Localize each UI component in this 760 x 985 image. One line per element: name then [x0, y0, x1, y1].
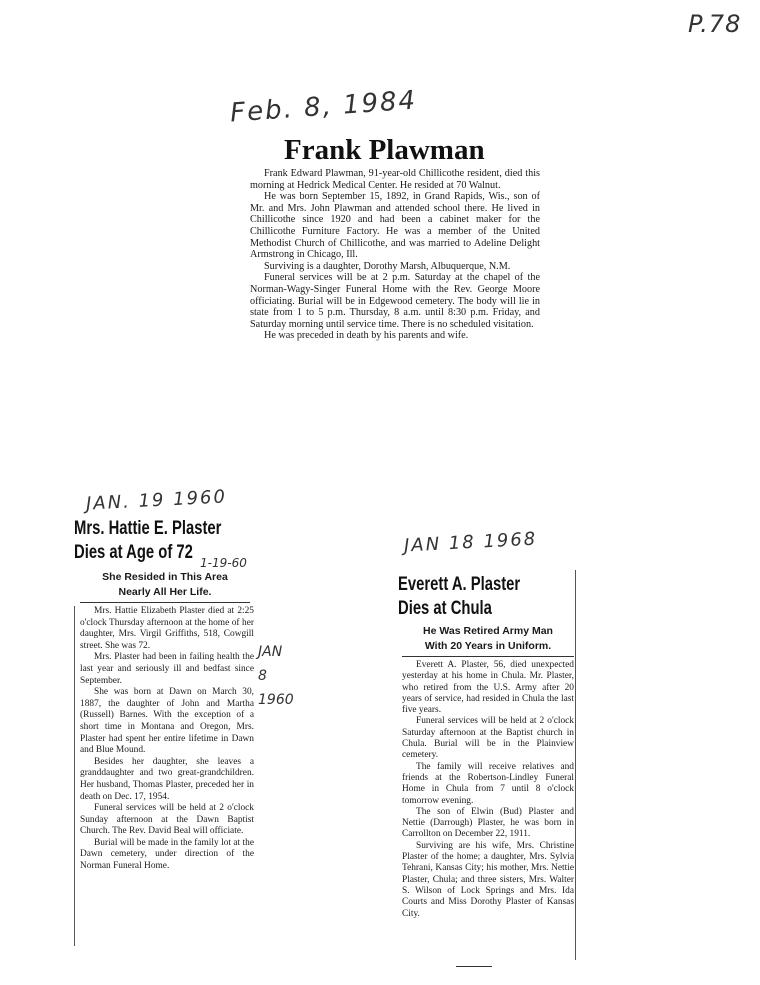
paragraph: Mrs. Hattie Elizabeth Plaster died at 2:25 o'clock Thursday afternoon at the home of her daughter, Mrs. Virgil Griffiths, 518, Cowgill street. She was 72.	[80, 606, 254, 651]
paragraph: Funeral services will be held at 2 o'clock Sunday afternoon at the Dawn Baptist Church. The Rev. David Beal will officiate.	[80, 803, 254, 837]
handwritten-side-date: 1-19-60	[200, 556, 247, 570]
obituary-body	[80, 606, 254, 873]
subhead-line-2: Nearly All Her Life.	[118, 586, 212, 598]
subhead-line-1: She Resided in This Area	[102, 571, 228, 583]
subhead	[402, 624, 574, 654]
subhead	[80, 570, 250, 600]
obituary-headline: Frank Plawman	[284, 134, 485, 166]
end-rule	[456, 966, 492, 967]
column-rule	[74, 606, 75, 946]
headline-line-1: Everett A. Plaster	[398, 574, 521, 595]
page-number: P.78	[688, 10, 742, 38]
handwritten-date: JAN. 19 1960	[85, 486, 228, 515]
paragraph: Mrs. Plaster had been in failing health the last year and seriously ill and bedfast since September.	[80, 652, 254, 686]
subhead-line-1: He Was Retired Army Man	[423, 625, 553, 637]
column-divider	[402, 656, 574, 657]
paragraph: She was born at Dawn on March 30, 1887, the daughter of John and Martha (Russell) Barnes. With the exception of a short time in Montana and Oregon, Mrs. Plaster had spent her entire lifetime in Dawn and Blue Mound.	[80, 687, 254, 756]
paragraph: Funeral services will be held at 2 o'clock Saturday afternoon at the Baptist church in Chula. Burial will be in the Plainview cemetery.	[402, 716, 574, 761]
obituary-body	[250, 168, 540, 342]
handwritten-date: JAN 18 1968	[403, 528, 538, 557]
column-rule	[575, 570, 576, 960]
paragraph: Besides her daughter, she leaves a granddaughter and two great-grandchildren. Her husband, Thomas Plaster, preceded her in death on Dec. 17, 1954.	[80, 756, 254, 802]
paragraph: He was born September 15, 1892, in Grand Rapids, Wis., son of Mr. and Mrs. John Plawman and attended school there. He lived in Chillicothe since 1920 and had been a cabinet maker for the Chillicothe Furniture Factory. He was a member of the United Methodist Church of Chillicothe, and was married to Adeline Delight Armstrong in Chicago, Ill.	[250, 191, 540, 261]
paragraph: Frank Edward Plawman, 91-year-old Chillicothe resident, died this morning at Hedrick Medical Center. He resided at 70 Walnut.	[250, 168, 540, 191]
paragraph: He was preceded in death by his parents and wife.	[264, 330, 469, 342]
handwritten-margin-note: JAN 8 1960	[258, 644, 294, 708]
handwritten-date: Feb. 8, 1984	[229, 85, 419, 129]
subhead-line-2: With 20 Years in Uniform.	[424, 640, 552, 652]
column-divider	[80, 602, 250, 603]
headline-line-2: Dies at Age of 72	[74, 542, 193, 563]
paragraph: Funeral services will be at 2 p.m. Saturday at the chapel of the Norman-Wagy-Singer Funeral Home with the Rev. George Moore officiating. Burial will be in Edgewood cemetery. The body will lie in state from 1 to 5 p.m. Thursday, 8 a.m. until 8:30 p.m. Friday, and Saturday morning until service time. There is no scheduled visitation.	[250, 272, 540, 330]
paragraph: The son of Elwin (Bud) Plaster and Nettie (Darrough) Plaster, he was born in Carrollton on December 22, 1911.	[402, 806, 574, 840]
obituary-body	[402, 660, 574, 920]
paragraph: Surviving are his wife, Mrs. Christine Plaster of the home; a daughter, Mrs. Sylvia Tehrani, Kansas City; his mother, Mrs. Nettie Plaster, Chula; and three sisters, Mrs. Walter S. Wilson of Lock Springs and Mrs. Ida Courts and Miss Dorothy Plaster of Kansas City.	[402, 840, 574, 919]
headline-line-1: Mrs. Hattie E. Plaster	[74, 518, 222, 539]
paragraph: Burial will be made in the family lot at the Dawn cemetery, under direction of the Norman Funeral Home.	[80, 837, 254, 872]
paragraph: Surviving is a daughter, Dorothy Marsh, Albuquerque, N.M.	[264, 260, 511, 272]
headline-line-2: Dies at Chula	[398, 598, 492, 619]
paragraph: Everett A. Plaster, 56, died unexpected yesterday at his home in Chula. Mr. Plaster, who retired from the U.S. Army after 20 years of service, had resided in Chula the last five years.	[402, 660, 574, 716]
paragraph: The family will receive relatives and friends at the Robertson-Lindley Funeral Home in Chula from 7 until 8 o'clock tomorrow evening.	[402, 761, 574, 806]
